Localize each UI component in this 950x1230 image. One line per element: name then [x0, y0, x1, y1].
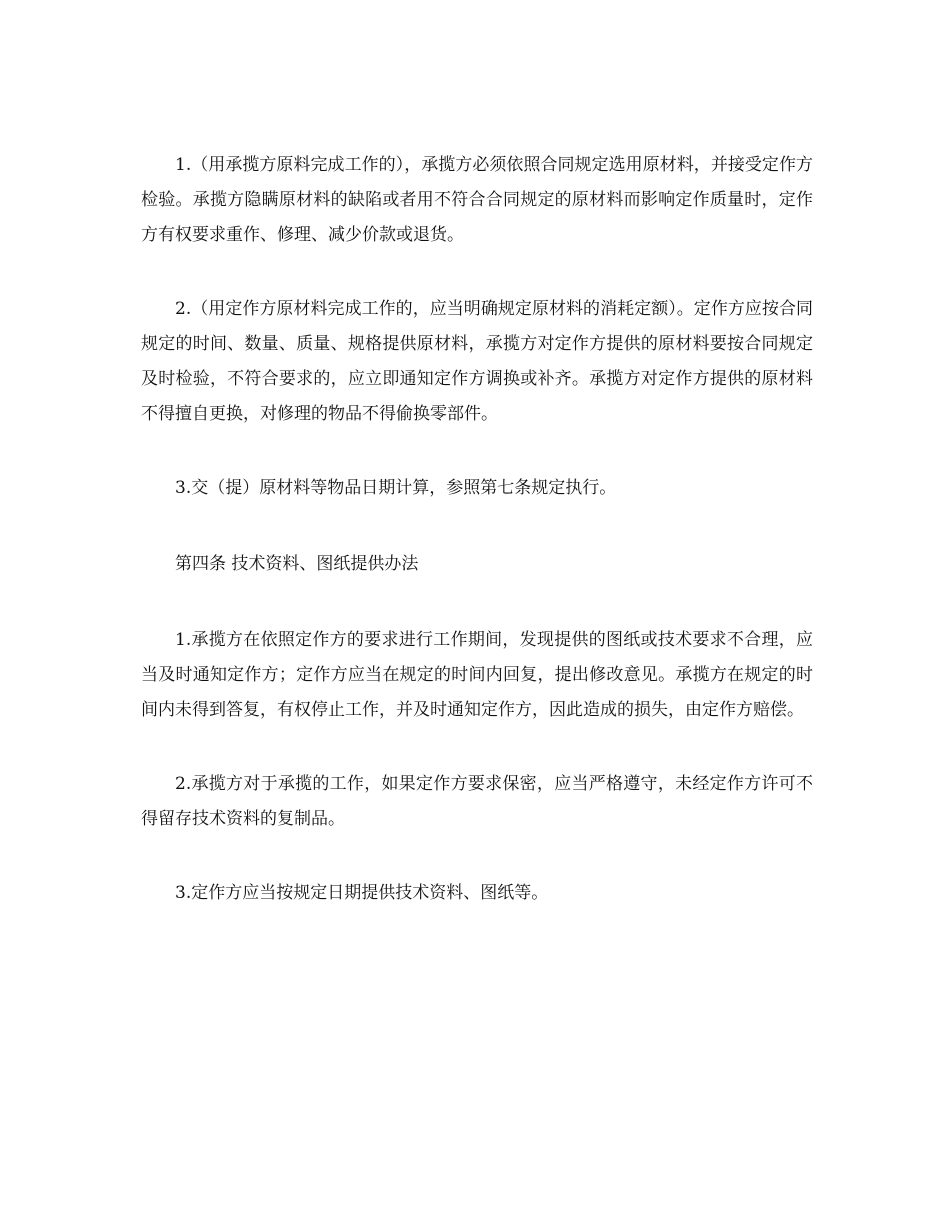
paragraph-spacer	[141, 506, 813, 547]
paragraph-spacer	[141, 253, 813, 292]
paragraph-spacer	[141, 432, 813, 471]
document-body	[141, 148, 813, 911]
paragraph-own-materials: 1.（用承揽方原料完成工作的），承揽方必须依照合同规定选用原材料，并接受定作方检验。承揽方隐瞒原材料的缺陷或者用不符合合同规定的原材料而影响定作质量时，定作方有权要求重作、修理、减少价款或退货。	[141, 155, 813, 245]
paragraph-provide-drawings: 3.定作方应当按规定日期提供技术资料、图纸等。	[175, 883, 549, 903]
paragraph-spacer	[141, 582, 813, 623]
paragraph-confidentiality: 2.承揽方对于承揽的工作，如果定作方要求保密，应当严格遵守，未经定作方许可不得留存技术资料的复制品。	[141, 774, 813, 829]
paragraph-spacer	[141, 837, 813, 876]
paragraph-client-materials: 2.（用定作方原材料完成工作的，应当明确规定原材料的消耗定额）。定作方应按合同规定的时间、数量、质量、规格提供原材料，承揽方对定作方提供的原材料要按合同规定及时检验，不符合要求的，应立即通知定作方调换或补齐。承揽方对定作方提供的原材料不得擅自更换，对修理的物品不得偷换零部件。	[141, 299, 813, 424]
paragraph-spacer	[141, 728, 813, 767]
paragraph-date-calculation: 3.交（提）原材料等物品日期计算，参照第七条规定执行。	[175, 478, 617, 498]
paragraph-drawing-issues: 1.承揽方在依照定作方的要求进行工作期间，发现提供的图纸或技术要求不合理，应当及时通知定作方；定作方应当在规定的时间内回复，提出修改意见。承揽方在规定的时间内未得到答复，有权停止工作，并及时通知定作方，因此造成的损失，由定作方赔偿。	[141, 630, 813, 720]
section-heading-article-4: 第四条 技术资料、图纸提供办法	[175, 554, 419, 574]
